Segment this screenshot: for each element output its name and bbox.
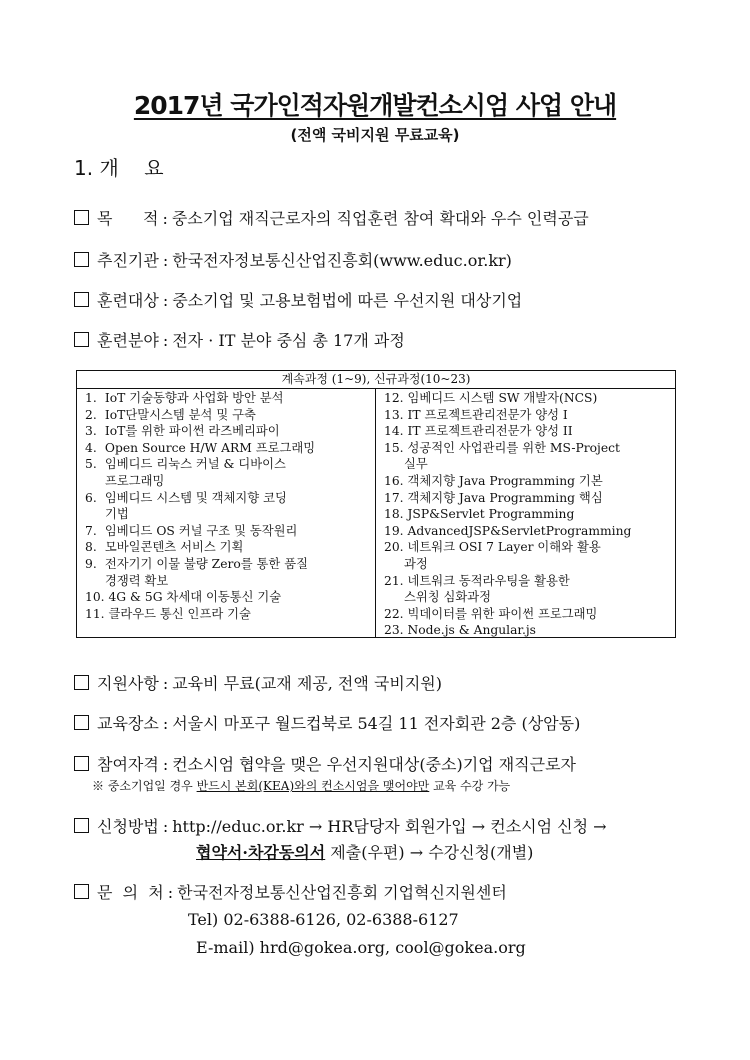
course-number: 23. (384, 623, 404, 638)
course-title: IoT 기술동향과 사업화 방안 분석 (101, 391, 284, 405)
course-title: 임베디드 시스템 및 객체지향 코딩 (101, 490, 287, 505)
course-title: 임베디드 리눅스 커널 & 디바이스 (101, 457, 286, 472)
course-number: 1. (85, 391, 97, 405)
note-prefix: ※ 중소기업일 경우 (92, 779, 197, 793)
overview-org: 추진기관 : 한국전자정보통신산업진흥회(www.educ.or.kr) (74, 248, 694, 271)
course-number: 13. (384, 407, 404, 422)
course-number: 10. (85, 590, 105, 605)
target-label: 훈련대상 (97, 291, 159, 310)
course-number: 7. (85, 523, 97, 538)
overview-target: 훈련대상 : 중소기업 및 고용보험법에 따른 우선지원 대상기업 (74, 288, 694, 311)
purpose-value: 중소기업 재직근로자의 직업훈련 참여 확대와 우수 인력공급 (171, 209, 589, 228)
course-item (85, 407, 371, 424)
contact-org: 한국전자정보통신산업진흥회 기업혁신지원센터 (177, 883, 507, 902)
purpose-label: 목 적 (97, 209, 159, 228)
course-item (384, 390, 671, 407)
course-title: IoT단말시스템 분석 및 구축 (101, 407, 256, 422)
course-item (85, 390, 371, 407)
course-item (384, 573, 671, 606)
detail-venue: 교육장소 : 서울시 마포구 월드컵북로 54길 11 전자회관 2층 (상암동) (74, 711, 694, 734)
org-label: 추진기관 (97, 251, 159, 270)
course-table (76, 370, 676, 638)
course-title: 전자기기 이물 불량 Zero를 통한 품질 (101, 556, 308, 571)
section-title: 개 요 (99, 156, 164, 180)
venue-label: 교육장소 (97, 714, 159, 733)
course-item (384, 523, 671, 540)
course-title: AdvancedJSP&ServletProgramming (403, 523, 632, 538)
course-number: 20. (384, 540, 404, 555)
field-value: 전자 · IT 분야 중심 총 17개 과정 (172, 331, 405, 350)
course-title-continued: 실무 (404, 457, 428, 472)
target-value: 중소기업 및 고용보험법에 따른 우선지원 대상기업 (172, 291, 523, 310)
detail-eligibility: 참여자격 : 컨소시엄 협약을 맺은 우선지원대상(중소)기업 재직근로자 (74, 752, 694, 775)
venue-value: 서울시 마포구 월드컵북로 54길 11 전자회관 2층 (상암동) (172, 714, 581, 733)
overview-purpose: 목 적 : 중소기업 재직근로자의 직업훈련 참여 확대와 우수 인력공급 (74, 206, 694, 229)
course-item (384, 606, 671, 623)
course-item (85, 606, 371, 623)
course-number: 18. (384, 507, 404, 522)
checkbox-icon (74, 756, 89, 771)
course-title: 임베디드 OS 커널 구조 및 동작원리 (101, 523, 298, 538)
checkbox-icon (74, 818, 89, 833)
section-heading (74, 152, 164, 181)
eligibility-note (92, 777, 510, 794)
course-item (384, 622, 671, 639)
course-number: 21. (384, 573, 404, 588)
course-title: 성공적인 사업관리를 위한 MS-Project (403, 440, 620, 455)
contact-email: E-mail) hrd@gokea.org, cool@gokea.org (196, 938, 526, 957)
course-item (85, 589, 371, 606)
support-label: 지원사항 (97, 674, 159, 693)
org-value: 한국전자정보통신산업진흥회(www.educ.or.kr) (172, 251, 512, 270)
page-subtitle: (전액 국비지원 무료교육) (290, 126, 460, 144)
course-number: 12. (384, 391, 404, 405)
note-emphasis: 반드시 본회(KEA)와의 컨소시엄을 맺어야만 (196, 779, 430, 793)
course-title: 클라우드 통신 인프라 기술 (104, 606, 251, 621)
course-title: Open Source H/W ARM 프로그래밍 (101, 440, 316, 455)
checkbox-icon (74, 884, 89, 899)
course-number: 5. (85, 457, 97, 472)
course-title-continued: 경쟁력 확보 (105, 573, 169, 588)
course-title: 네트워크 OSI 7 Layer 이해와 활용 (403, 540, 601, 555)
course-number: 19. (384, 523, 404, 538)
course-item (384, 440, 671, 473)
note-suffix: 교육 수강 가능 (429, 779, 511, 793)
course-title: IT 프로젝트관리전문가 양성 II (403, 424, 573, 439)
checkbox-icon (74, 292, 89, 307)
course-number: 16. (384, 473, 404, 488)
field-label: 훈련분야 (97, 331, 159, 350)
course-title-continued: 기법 (105, 507, 129, 522)
course-table-header: 계속과정 (1~9), 신규과정(10~23) (77, 371, 675, 389)
course-title: JSP&Servlet Programming (403, 507, 575, 522)
course-number: 6. (85, 490, 97, 505)
course-column-left (77, 389, 376, 638)
course-title: 네트워크 동적라우팅을 활용한 (403, 573, 570, 588)
course-item (85, 539, 371, 556)
detail-support: 지원사항 : 교육비 무료(교재 제공, 전액 국비지원) (74, 671, 694, 694)
course-title: 객체지향 Java Programming 핵심 (403, 490, 603, 505)
course-number: 11. (85, 606, 105, 621)
course-item (85, 456, 371, 489)
detail-apply: 신청방법 : http://educ.or.kr → HR담당자 회원가입 → 컨소시엄 신청 → (74, 814, 694, 837)
eligibility-value: 컨소시엄 협약을 맺은 우선지원대상(중소)기업 재직근로자 (172, 755, 576, 774)
course-title: 객체지향 Java Programming 기본 (403, 473, 603, 488)
checkbox-icon (74, 675, 89, 690)
course-number: 15. (384, 440, 404, 455)
page-title (0, 86, 750, 122)
apply-line1: http://educ.or.kr → HR담당자 회원가입 → 컨소시엄 신청 → (172, 817, 607, 836)
contact-label: 문 의 처 (97, 883, 164, 902)
course-title-continued: 스위칭 심화과정 (404, 590, 492, 605)
course-item (384, 539, 671, 572)
course-title: 모바일콘텐츠 서비스 기획 (101, 540, 244, 555)
course-title-continued: 과정 (404, 556, 428, 571)
course-title: IoT를 위한 파이썬 라즈베리파이 (101, 424, 280, 439)
course-item (85, 523, 371, 540)
course-title: 빅데이터를 위한 파이썬 프로그래밍 (403, 606, 598, 621)
course-item (85, 440, 371, 457)
course-title: 임베디드 시스템 SW 개발자(NCS) (403, 391, 598, 405)
course-item (85, 490, 371, 523)
course-number: 2. (85, 407, 97, 422)
course-number: 17. (384, 490, 404, 505)
page-title-text: 2017년 국가인적자원개발컨소시엄 사업 안내 (133, 91, 617, 120)
section-number: 1. (74, 156, 94, 180)
checkbox-icon (74, 252, 89, 267)
checkbox-icon (74, 715, 89, 730)
contact-tel: Tel) 02-6388-6126, 02-6388-6127 (188, 910, 459, 929)
checkbox-icon (74, 210, 89, 225)
support-value: 교육비 무료(교재 제공, 전액 국비지원) (172, 674, 442, 693)
course-item (384, 490, 671, 507)
overview-field: 훈련분야 : 전자 · IT 분야 중심 총 17개 과정 (74, 328, 694, 351)
apply-label: 신청방법 (97, 817, 159, 836)
course-title: 4G & 5G 차세대 이동통신 기술 (104, 590, 282, 605)
course-number: 14. (384, 424, 404, 439)
course-title: Node.js & Angular.js (403, 623, 536, 638)
checkbox-icon (74, 332, 89, 347)
course-item (384, 506, 671, 523)
course-number: 22. (384, 606, 404, 621)
course-item (85, 556, 371, 589)
course-item (384, 407, 671, 424)
course-item (384, 423, 671, 440)
course-number: 9. (85, 556, 97, 571)
apply-documents: 협약서·차감동의서 (196, 843, 326, 862)
course-item (85, 423, 371, 440)
apply-line2-rest: 제출(우편) → 수강신청(개별) (325, 843, 534, 862)
course-title-continued: 프로그래밍 (105, 473, 165, 488)
course-column-right (376, 389, 675, 638)
course-title: IT 프로젝트관리전문가 양성 I (403, 407, 568, 422)
eligibility-label: 참여자격 (97, 755, 159, 774)
course-number: 3. (85, 424, 97, 439)
apply-line2 (196, 840, 533, 863)
course-item (384, 473, 671, 490)
detail-contact: 문 의 처 : 한국전자정보통신산업진흥회 기업혁신지원센터 (74, 880, 694, 903)
course-number: 8. (85, 540, 97, 555)
course-number: 4. (85, 440, 97, 455)
